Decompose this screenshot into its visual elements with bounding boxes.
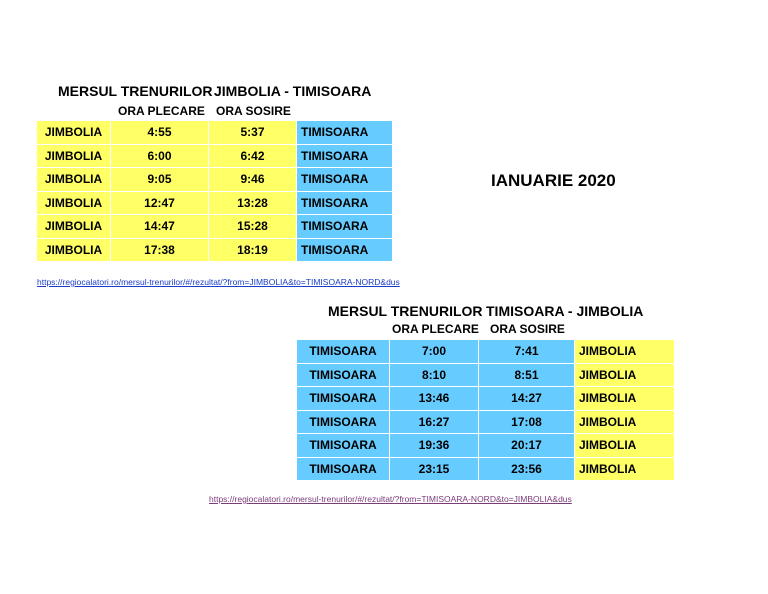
section1-title-left: MERSUL TRENURILOR <box>58 83 213 99</box>
origin-cell: TIMISOARA <box>297 340 390 364</box>
origin-cell: JIMBOLIA <box>37 192 111 216</box>
departure-time-cell: 13:46 <box>390 387 479 411</box>
table-row <box>37 121 393 145</box>
departure-time-cell: 23:15 <box>390 458 479 482</box>
destination-cell: TIMISOARA <box>297 145 393 169</box>
table-row <box>37 168 393 192</box>
section1-header-departure: ORA PLECARE <box>118 104 205 118</box>
table-row <box>297 387 675 411</box>
departure-time-cell: 12:47 <box>111 192 209 216</box>
departure-time-cell: 6:00 <box>111 145 209 169</box>
table-row <box>297 364 675 388</box>
section2-title-left: MERSUL TRENURILOR <box>328 303 483 319</box>
departure-time-cell: 17:38 <box>111 239 209 263</box>
arrival-time-cell: 18:19 <box>209 239 297 263</box>
arrival-time-cell: 5:37 <box>209 121 297 145</box>
destination-cell: JIMBOLIA <box>575 364 675 388</box>
arrival-time-cell: 8:51 <box>479 364 575 388</box>
arrival-time-cell: 7:41 <box>479 340 575 364</box>
table-row <box>297 411 675 435</box>
origin-cell: JIMBOLIA <box>37 239 111 263</box>
section2-header-arrival: ORA SOSIRE <box>490 322 565 336</box>
section2-timetable <box>297 340 675 481</box>
destination-cell: JIMBOLIA <box>575 340 675 364</box>
arrival-time-cell: 6:42 <box>209 145 297 169</box>
departure-time-cell: 9:05 <box>111 168 209 192</box>
destination-cell: JIMBOLIA <box>575 387 675 411</box>
destination-cell: TIMISOARA <box>297 121 393 145</box>
departure-time-cell: 14:47 <box>111 215 209 239</box>
departure-time-cell: 4:55 <box>111 121 209 145</box>
table-row <box>297 458 675 482</box>
arrival-time-cell: 14:27 <box>479 387 575 411</box>
table-row <box>37 215 393 239</box>
destination-cell: TIMISOARA <box>297 192 393 216</box>
origin-cell: JIMBOLIA <box>37 145 111 169</box>
section1-link[interactable]: https://regiocalatori.ro/mersul-trenurilor/#/rezultat/?from=JIMBOLIA&to=TIMISOARA-NORD&dus <box>37 277 400 287</box>
arrival-time-cell: 15:28 <box>209 215 297 239</box>
month-label: IANUARIE 2020 <box>491 171 616 190</box>
section1-header-arrival: ORA SOSIRE <box>216 104 291 118</box>
origin-cell: JIMBOLIA <box>37 215 111 239</box>
origin-cell: JIMBOLIA <box>37 121 111 145</box>
section2-link[interactable]: https://regiocalatori.ro/mersul-trenurilor/#/rezultat/?from=TIMISOARA-NORD&to=JIMBOLIA&dus <box>209 494 572 504</box>
section2-title-right: TIMISOARA - JIMBOLIA <box>486 303 644 319</box>
destination-cell: JIMBOLIA <box>575 458 675 482</box>
origin-cell: TIMISOARA <box>297 364 390 388</box>
arrival-time-cell: 9:46 <box>209 168 297 192</box>
departure-time-cell: 16:27 <box>390 411 479 435</box>
table-row <box>37 239 393 263</box>
arrival-time-cell: 20:17 <box>479 434 575 458</box>
table-row <box>297 434 675 458</box>
origin-cell: TIMISOARA <box>297 458 390 482</box>
destination-cell: TIMISOARA <box>297 168 393 192</box>
origin-cell: TIMISOARA <box>297 387 390 411</box>
section2-header-departure: ORA PLECARE <box>392 322 479 336</box>
origin-cell: TIMISOARA <box>297 411 390 435</box>
destination-cell: JIMBOLIA <box>575 411 675 435</box>
departure-time-cell: 8:10 <box>390 364 479 388</box>
departure-time-cell: 19:36 <box>390 434 479 458</box>
origin-cell: TIMISOARA <box>297 434 390 458</box>
arrival-time-cell: 13:28 <box>209 192 297 216</box>
arrival-time-cell: 17:08 <box>479 411 575 435</box>
destination-cell: TIMISOARA <box>297 215 393 239</box>
table-row <box>37 192 393 216</box>
arrival-time-cell: 23:56 <box>479 458 575 482</box>
destination-cell: JIMBOLIA <box>575 434 675 458</box>
origin-cell: JIMBOLIA <box>37 168 111 192</box>
table-row <box>37 145 393 169</box>
destination-cell: TIMISOARA <box>297 239 393 263</box>
section1-title-right: JIMBOLIA - TIMISOARA <box>214 83 372 99</box>
section1-timetable <box>37 121 393 262</box>
table-row <box>297 340 675 364</box>
departure-time-cell: 7:00 <box>390 340 479 364</box>
